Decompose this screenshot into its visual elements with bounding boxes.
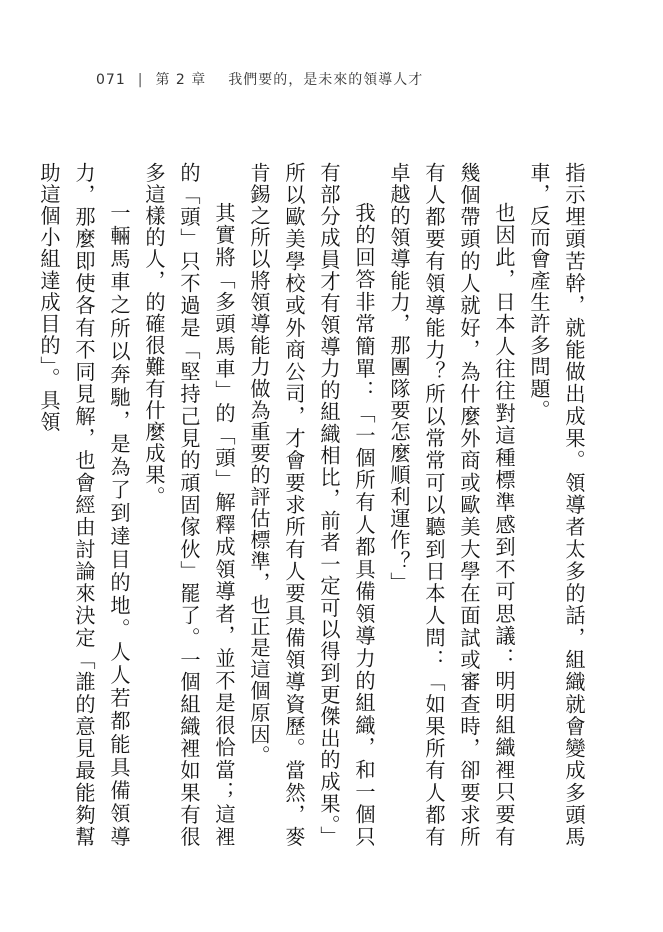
header-separator: | <box>137 72 144 88</box>
page-number: 071 <box>96 72 126 88</box>
body-text <box>37 162 591 848</box>
paragraph: 其實將「多頭馬車」的「頭」解釋成領導者，並不是很恰當；這裡的「頭」只不過是「堅持己見的頑固傢伙」罷了。一個組織裡如果有很多這樣的人，的確很難有什麼成果。 <box>142 162 236 848</box>
chapter-label: 第 2 章 <box>155 72 207 88</box>
paragraph: 指示埋頭苦幹，就能做出成果。領導者太多的話，組織就會變成多頭馬車，反而會產生許多問題。 <box>527 162 586 848</box>
paragraph: 一輛馬車之所以奔馳，是為了到達目的地。人人若都能具備領導力，那麼即使各有不同見解，也會經由討論來決定「誰的意見最能夠幫助這個小組達成目的」。具領 <box>37 162 131 848</box>
paragraph: 也因此，日本人往往對這種標準感到不可思議：明明組織裡只要有幾個帶頭的人就好，為什麼外商或歐美大學在面試或審查時，卻要求所有人都要有領導能力？所以常常可以聽到日本人問：「如果所有人都有卓越的領導能力，那團隊要怎麼順利運作？」 <box>387 162 516 848</box>
paragraph: 我的回答非常簡單：「一個所有人都具備領導力的組織，和一個只有部分成員才有領導力的組織相比，前者一定可以得到更傑出的成果。」所以歐美學校或外商公司，才會要求所有人要具備領導資歷。當然，麥肯錫之所以將領導能力做為重要的評估標準，也正是這個原因。 <box>247 162 376 848</box>
running-header <box>96 69 423 89</box>
chapter-title: 我們要的，是未來的領導人才 <box>228 72 424 88</box>
